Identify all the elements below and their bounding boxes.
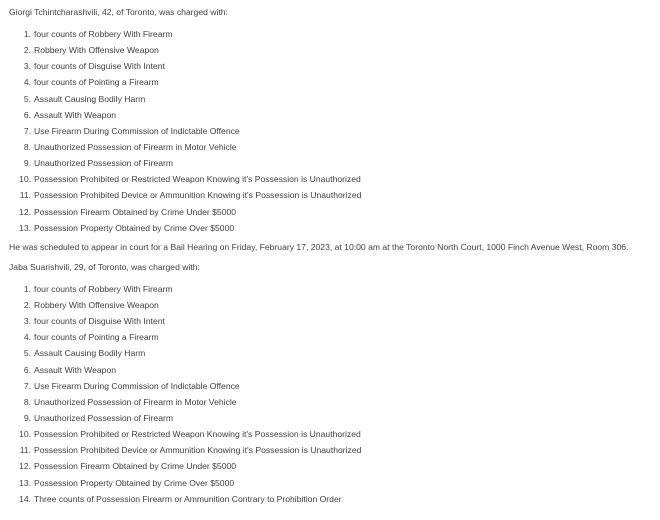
charge-item: 13. Possession Property Obtained by Crime Over $5000 [19, 477, 235, 488]
charge-text: four counts of Robbery With Firearm [34, 29, 173, 39]
charge-text: Unauthorized Possession of Firearm in Motor Vehicle [34, 396, 237, 407]
charge-item: 2. Robbery With Offensive Weapon [23, 299, 159, 310]
charge-text: Possession Prohibited or Restricted Weapon Knowing it's Possession is Unauthorized [34, 429, 361, 440]
charge-item: 1. four counts of Robbery With Firearm [23, 283, 173, 294]
charge-item: 9. Unauthorized Possession of Firearm [23, 158, 173, 169]
charge-item: 2. Robbery With Offensive Weapon [23, 45, 159, 56]
charge-text: Three counts of Possession Firearm or Ammunition Contrary to Prohibition Order [34, 493, 342, 504]
charge-text: four counts of Robbery With Firearm [34, 283, 173, 294]
charge-text: four counts of Disguise With Intent [34, 61, 165, 72]
charge-text: Assault Causing Bodily Harm [34, 348, 146, 359]
charge-text: four counts of Disguise With Intent [34, 316, 165, 327]
charge-item: 7. Use Firearm During Commission of Indictable Offence [23, 380, 240, 391]
charge-text: Possession Prohibited Device or Ammunition Knowing it's Possession is Unauthorized [34, 190, 362, 201]
charge-text: Possession Property Obtained by Crime Over $5000 [34, 222, 235, 233]
charge-item: 7. Use Firearm During Commission of Indictable Offence [23, 125, 240, 136]
charge-text: Possession Prohibited Device or Ammunition Knowing it's Possession is Unauthorized [34, 445, 362, 456]
charge-text: Assault With Weapon [34, 109, 116, 120]
charge-text: Use Firearm During Commission of Indictable Offence [34, 125, 240, 136]
charge-text: Unauthorized Possession of Firearm [34, 158, 173, 169]
charge-item: 14. Three counts of Possession Firearm or Ammunition Contrary to Prohibition Order [19, 493, 342, 504]
charge-text: Use Firearm During Commission of Indictable Offence [34, 380, 240, 391]
charge-item: 5. Assault Causing Bodily Harm [23, 348, 146, 359]
charge-item: 8. Unauthorized Possession of Firearm in Motor Vehicle [23, 396, 237, 407]
charge-text: Robbery With Offensive Weapon [34, 299, 159, 310]
charge-text: Possession Firearm Obtained by Crime Under $5000 [34, 206, 237, 217]
charge-text: Possession Prohibited or Restricted Weapon Knowing it's Possession is Unauthorized [34, 174, 361, 185]
charge-item: 12. Possession Firearm Obtained by Crime Under $5000 [19, 461, 237, 472]
charge-item: 3. four counts of Disguise With Intent [23, 316, 165, 327]
person-2-charges-list [9, 281, 660, 507]
charge-item: 6. Assault With Weapon [23, 364, 116, 375]
person-1-charges-list [9, 26, 660, 236]
charge-item: 4. four counts of Pointing a Firearm [23, 77, 159, 88]
charge-text: four counts of Pointing a Firearm [34, 332, 159, 343]
charge-item: 9. Unauthorized Possession of Firearm [23, 412, 173, 423]
charge-text: Unauthorized Possession of Firearm in Motor Vehicle [34, 141, 237, 152]
charge-text: Assault With Weapon [34, 364, 116, 375]
charge-item: 13. Possession Property Obtained by Crime Over $5000 [19, 222, 235, 233]
person-1-intro: Giorgi Tchintcharashvili, 42, of Toronto, was charged with: [9, 7, 228, 17]
person-2-intro: Jaba Suarishvili, 29, of Toronto, was charged with: [9, 261, 200, 272]
charge-item: 6. Assault With Weapon [23, 109, 116, 120]
charge-item: 3. four counts of Disguise With Intent [23, 61, 165, 72]
charge-text: four counts of Pointing a Firearm [34, 77, 159, 88]
charge-text: Possession Property Obtained by Crime Over $5000 [34, 477, 235, 488]
charge-item: 10. Possession Prohibited or Restricted Weapon Knowing it's Possession is Unauthorized [19, 429, 361, 440]
charge-text: Robbery With Offensive Weapon [34, 45, 159, 56]
charge-text: Possession Firearm Obtained by Crime Under $5000 [34, 461, 237, 472]
charge-item: 1. four counts of Robbery With Firearm [23, 29, 173, 39]
charge-item: 11. Possession Prohibited Device or Ammunition Knowing it's Possession is Unauthorized [19, 445, 362, 456]
charge-text: Assault Causing Bodily Harm [34, 93, 146, 104]
charge-item: 8. Unauthorized Possession of Firearm in Motor Vehicle [23, 141, 237, 152]
charge-item: 11. Possession Prohibited Device or Ammunition Knowing it's Possession is Unauthorized [19, 190, 362, 201]
bail-hearing-notice: He was scheduled to appear in court for a Bail Hearing on Friday, February 17, 2023, at 10:00 am at the Toronto North Court, 1000 Finch Avenue West, Room 306. [9, 241, 629, 252]
charge-item: 12. Possession Firearm Obtained by Crime Under $5000 [19, 206, 237, 217]
charge-item: 5. Assault Causing Bodily Harm [23, 93, 146, 104]
charge-item: 4. four counts of Pointing a Firearm [23, 332, 159, 343]
charge-text: Unauthorized Possession of Firearm [34, 412, 173, 423]
charge-item: 10. Possession Prohibited or Restricted Weapon Knowing it's Possession is Unauthorized [19, 174, 361, 185]
